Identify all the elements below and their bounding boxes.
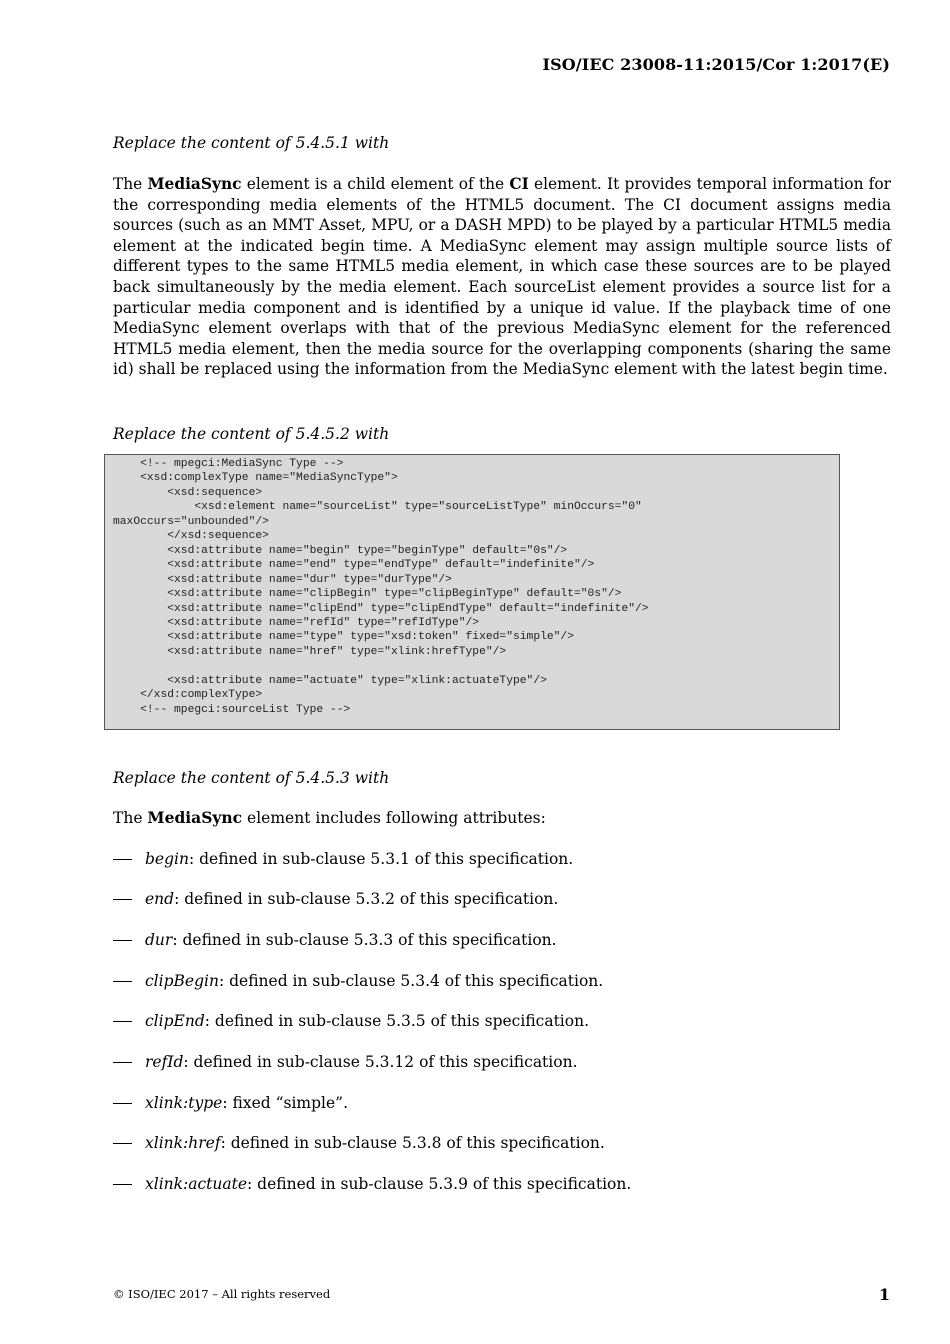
document-id-header: ISO/IEC 23008-11:2015/Cor 1:2017(E) xyxy=(542,55,890,74)
mediasync-description-paragraph: The MediaSync element is a child element of the CI element. It provides temporal information for the corresponding media elements of the HTML5 document. The CI document assigns media sources (such as an MMT Asset, MPU, or a DASH MPD) to be played by a particular HTML5 media element at the indicated begin time. A MediaSync element may assign multiple source lists of different types to the same HTML5 media element, in which case these sources are to be played back simultaneously by the media element. Each sourceList element provides a source list for a particular media component and is identified by a unique id value. If the playback time of one MediaSync element overlaps with that of the previous MediaSync element for the referenced HTML5 media element, then the media source for the overlapping components (sharing the same id) shall be replaced using the information from the MediaSync element with the latest begin time. xyxy=(113,175,891,379)
attribute-item-clipbegin: clipBegin: defined in sub-clause 5.3.4 of this specification. xyxy=(113,972,603,990)
em-dash-bullet xyxy=(113,890,145,908)
instruction-5-4-5-2: Replace the content of 5.4.5.2 with xyxy=(113,425,390,443)
instruction-5-4-5-1: Replace the content of 5.4.5.1 with xyxy=(113,134,390,152)
attribute-item-xlink-href: xlink:href: defined in sub-clause 5.3.8 of this specification. xyxy=(113,1134,605,1152)
em-dash-bullet xyxy=(113,1175,145,1193)
attribute-item-begin: begin: defined in sub-clause 5.3.1 of this specification. xyxy=(113,850,573,868)
page-number: 1 xyxy=(878,1285,890,1304)
em-dash-bullet xyxy=(113,1053,145,1071)
attribute-item-xlink-actuate: xlink:actuate: defined in sub-clause 5.3.9 of this specification. xyxy=(113,1175,631,1193)
instruction-5-4-5-3: Replace the content of 5.4.5.3 with xyxy=(113,769,390,787)
mediasync-term: MediaSync xyxy=(147,175,242,193)
mediasync-term: MediaSync xyxy=(147,808,243,827)
em-dash-bullet xyxy=(113,1094,145,1112)
copyright-footer: © ISO/IEC 2017 – All rights reserved xyxy=(113,1287,331,1301)
em-dash-bullet xyxy=(113,1012,145,1030)
attribute-item-dur: dur: defined in sub-clause 5.3.3 of this specification. xyxy=(113,931,557,949)
attributes-intro: The MediaSync element includes following attributes: xyxy=(113,808,546,827)
attribute-item-clipend: clipEnd: defined in sub-clause 5.3.5 of this specification. xyxy=(113,1012,589,1030)
attribute-item-end: end: defined in sub-clause 5.3.2 of this specification. xyxy=(113,890,558,908)
em-dash-bullet xyxy=(113,931,145,949)
em-dash-bullet xyxy=(113,1134,145,1152)
attribute-item-xlink-type: xlink:type: fixed “simple”. xyxy=(113,1094,348,1112)
em-dash-bullet xyxy=(113,972,145,990)
attribute-item-refid: refId: defined in sub-clause 5.3.12 of this specification. xyxy=(113,1053,578,1071)
xsd-code: <!-- mpegci:MediaSync Type --> <xsd:complexType name="MediaSyncType"> <xsd:sequence> <xsd:element name="sourceList" type="sourceListType" minOccurs="0" maxOccurs="unbounded"/> </xsd:sequence> <xsd:attribute name="begin" type="beginType" default="0s"/> <xsd:attribute name="end" type="endType" default="indefinite"/> <xsd:attribute name="dur" type="durType"/> <xsd:attribute name="clipBegin" type="clipBeginType" default="0s"/> <xsd:attribute name="clipEnd" type="clipEndType" default="indefinite"/> <xsd:attribute name="refId" type="refIdType"/> <xsd:attribute name="type" type="xsd:token" fixed="simple"/> <xsd:attribute name="href" type="xlink:hrefType"/> <xsd:attribute name="actuate" type="xlink:actuateType"/> </xsd:complexType> <!-- mpegci:sourceList Type --> xyxy=(113,458,649,716)
em-dash-bullet xyxy=(113,850,145,868)
xsd-code-block xyxy=(104,454,840,730)
ci-term: CI xyxy=(509,175,529,193)
